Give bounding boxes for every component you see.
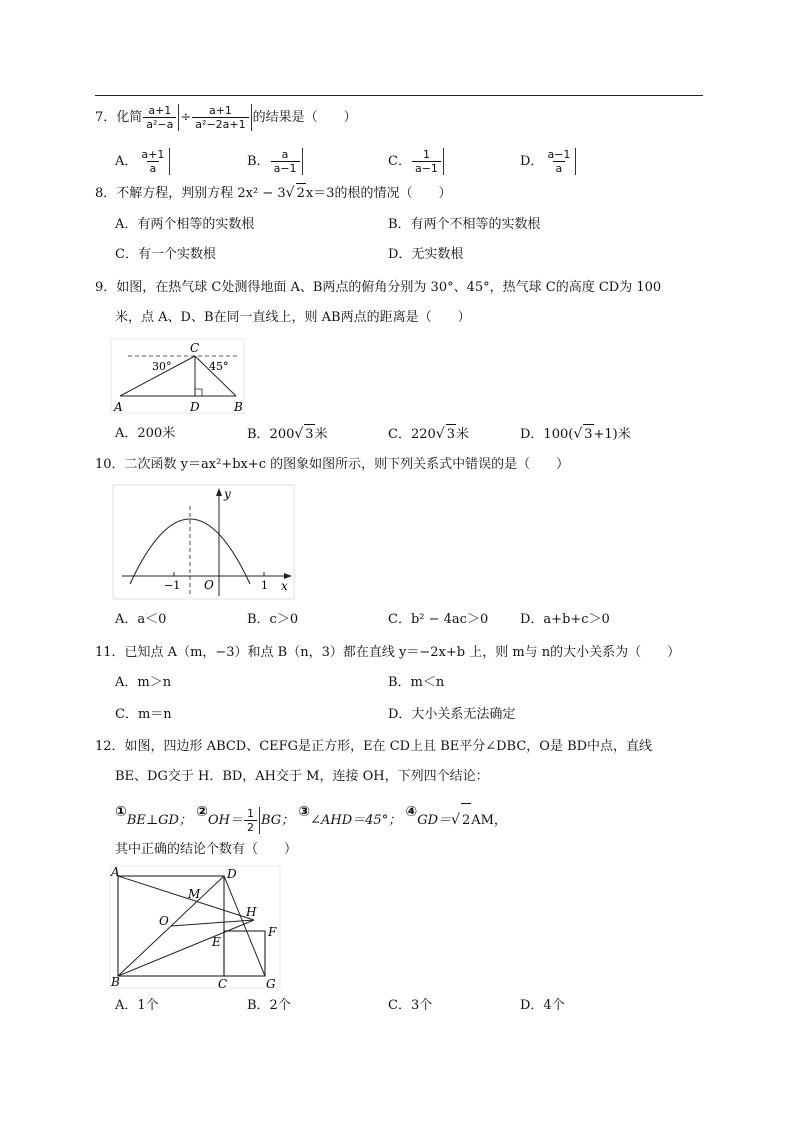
- q9-angle-30: 30°: [152, 360, 172, 373]
- q11-option-b: B．m＜n: [388, 675, 445, 690]
- q10-label-x: x: [281, 579, 288, 593]
- q7-option-d: D． $\frac{a-1}{a}$: [520, 148, 577, 175]
- q7-option-b: B． $\frac{a}{a-1}$: [247, 148, 304, 175]
- q7-divide-sign: ÷: [180, 110, 192, 125]
- q11-option-a: A．m＞n: [115, 675, 172, 690]
- q10-option-a: A．a＜0: [115, 612, 167, 627]
- q11-stem: 11．已知点 A（m，−3）和点 B（n，3）都在直线 y＝−2x+b 上，则 m与 n的大小关系为（ ）: [95, 645, 681, 660]
- q7-option-a: A． $\frac{a+1}{a}$: [115, 148, 171, 175]
- q12-half-fraction: $\frac{1}{2}$: [244, 807, 260, 834]
- q7-stem: [95, 104, 357, 131]
- q7-stem-prefix: 7．化简: [95, 110, 143, 125]
- q12-conclusion-3-marker: ③: [298, 804, 311, 820]
- q12-label-o: O: [159, 914, 169, 928]
- q10-option-c: C．b² − 4ac＞0: [388, 612, 489, 627]
- header-rule: [95, 95, 703, 96]
- q12-option-d: D．4个: [520, 998, 565, 1013]
- q12-option-c: C．3个: [388, 998, 433, 1013]
- q8-option-a: A．有两个相等的实数根: [115, 217, 255, 232]
- q8-option-d: D．无实数根: [388, 247, 464, 262]
- q12-label-g: G: [266, 977, 276, 991]
- q12-line-ah: [118, 876, 254, 920]
- q9-option-c: C．220√ 3米: [388, 424, 469, 445]
- q11-option-c: C．m＝n: [115, 707, 172, 722]
- q12-square-cefg: [224, 931, 265, 976]
- q10-parabola-figure: [112, 484, 296, 602]
- q9-option-b: B．200√ 3米: [247, 424, 328, 445]
- q9-label-b: B: [234, 400, 243, 414]
- q9-figure-frame: [111, 339, 244, 413]
- q10-label-y: y: [224, 487, 231, 501]
- q8-option-c: C．有一个实数根: [115, 247, 216, 262]
- q12-conclusion-2-marker: ②: [196, 804, 208, 820]
- q10-label-neg1: −1: [164, 579, 181, 592]
- q7-option-c: C． $\frac{1}{a-1}$: [388, 148, 445, 175]
- q12-label-b: B: [111, 975, 120, 989]
- q12-label-m: M: [188, 887, 201, 901]
- q12-label-f: F: [268, 925, 277, 939]
- q10-option-d: D．a+b+c＞0: [520, 612, 610, 627]
- q12-conclusion-1-marker: ①: [115, 804, 127, 820]
- q12-stem-line-1: 12．如图，四边形 ABCD、CEFG是正方形，E在 CD上且 BE平分∠DBC，O是 BD中点，直线: [95, 739, 653, 754]
- q7-fraction-2: $\frac{a+1}{\text{a²−2a+1}}$: [192, 104, 251, 131]
- q9-right-angle-mark: [195, 389, 202, 396]
- q12-line-dg: [224, 876, 265, 976]
- q7-stem-suffix: 的结果是（ ）: [252, 110, 357, 125]
- q9-balloon-figure: [110, 338, 250, 416]
- q9-option-a: A．200米: [115, 426, 176, 441]
- q9-stem-line-2: 米，点 A、D、B在同一直线上，则 AB两点的距离是（ ）: [115, 310, 471, 325]
- q12-line-bh: [118, 920, 254, 976]
- q12-conclusions: ①BE⊥GD； ②OH＝ $\frac{1}{2}$ BG； ③∠AHD＝45°； ④GD＝√ 2AM，: [115, 795, 507, 838]
- q9-label-d: D: [190, 400, 200, 414]
- q8-option-b: B．有两个不相等的实数根: [388, 217, 541, 232]
- q12-stem-line-2: BE、DG交于 H．BD，AH交于 M，连接 OH，下列四个结论：: [115, 769, 489, 784]
- q9-label-c: C: [190, 341, 200, 355]
- q9-option-d: D．100(√ 3+1)米: [520, 424, 631, 445]
- q10-stem: 10．二次函数 y＝ax²+bx+c 的图象如图所示，则下列关系式中错误的是（ ）: [95, 457, 570, 472]
- q12-option-a: A．1个: [115, 998, 159, 1013]
- q12-conclusion-3: ∠AHD＝45°；: [310, 813, 402, 828]
- q12-option-b: B．2个: [247, 998, 291, 1013]
- q12-squares-figure: [108, 864, 284, 992]
- q12-conclusion-4-marker: ④: [405, 804, 418, 820]
- q9-stem-line-1: 9．如图，在热气球 C处测得地面 A、B两点的俯角分别为 30°、45°，热气球 C的高度 CD为 100: [95, 280, 662, 295]
- q12-conclusion-1: BE⊥GD；: [126, 813, 192, 828]
- q11-option-d: D．大小关系无法确定: [388, 707, 516, 722]
- q12-label-e: E: [212, 935, 221, 949]
- q7-fraction-1: $\frac{a+1}{\text{a²−a}}$: [143, 104, 179, 131]
- q12-figure-frame: [110, 866, 280, 988]
- q8-stem: 8．不解方程，判别方程 2x² − 3√ 2x＝3的根的情况（ ）: [95, 183, 451, 204]
- q12-label-h: H: [246, 905, 257, 919]
- q12-label-c: C: [218, 977, 228, 991]
- q10-option-b: B．c＞0: [247, 612, 299, 627]
- q10-y-arrow: [216, 488, 222, 496]
- q10-label-1: 1: [261, 579, 268, 592]
- q10-label-origin: O: [204, 578, 214, 592]
- q12-stem-line-4: 其中正确的结论个数有（ ）: [115, 842, 298, 857]
- q12-label-d: D: [227, 867, 237, 881]
- q9-angle-45: 45°: [209, 360, 229, 373]
- q12-label-a: A: [111, 865, 120, 879]
- q9-label-a: A: [114, 400, 123, 414]
